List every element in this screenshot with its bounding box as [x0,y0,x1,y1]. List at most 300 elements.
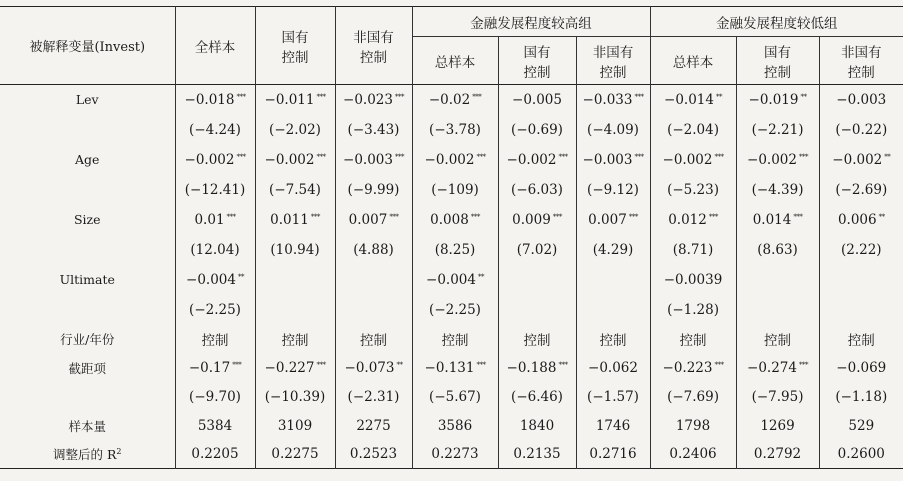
cell-value: −0.019 [748,91,799,108]
cell-value: (−9.70) [189,389,241,405]
table-cell [335,145,412,175]
cell-value: 3586 [437,418,473,434]
table-cell [736,235,819,265]
table-cell [736,441,819,469]
table-cell [255,115,335,145]
cell-value: −0.062 [588,360,638,376]
table-cell [412,85,498,115]
cell-value: 0.01 [194,211,225,228]
low-nonstate-header-text: 非国有 控制 [841,44,882,81]
cell-value: (−5.23) [667,181,719,198]
table-cell [175,412,255,441]
table-cell [650,175,736,205]
table-cell [335,383,412,412]
cell-value: 控制 [599,333,627,349]
cell-value: 控制 [360,333,387,349]
table-row [0,412,903,441]
table-row [0,175,903,205]
cell-value: 0.2135 [513,446,561,463]
cell-value: 控制 [281,333,309,349]
table-cell [255,325,335,354]
row-label [0,205,175,235]
cell-value: (−109) [431,181,479,198]
cell-value: 0.2205 [191,446,239,463]
table-cell [175,383,255,412]
row-label-text: 行业/年份 [60,332,115,347]
cell-value: (−0.22) [835,121,888,138]
cell-value: (4.29) [592,241,634,258]
table-cell [650,235,736,265]
cell-value: (−10.39) [264,389,326,405]
high-nonstate-header [576,37,650,85]
cell-value: (12.04) [190,241,240,258]
cell-value: 0.2406 [669,446,717,463]
table-cell [819,441,903,469]
cell-value: (8.63) [757,241,798,258]
table-cell [819,383,903,412]
row-label [0,265,175,295]
significance-stars: *** [714,152,724,161]
table-cell [498,175,576,205]
row-label [0,325,175,354]
significance-stars: *** [226,212,236,221]
table-cell [255,145,335,175]
cell-value: 5384 [197,418,233,434]
significance-stars: *** [236,152,246,161]
cell-value: (−12.41) [184,181,246,198]
table-cell [650,265,736,295]
table-cell [576,325,650,354]
significance-stars: *** [558,361,568,369]
cell-value: 0.2716 [589,446,637,463]
cell-value: 1269 [760,418,795,434]
table-cell [650,412,736,441]
table-cell [736,325,819,354]
table-cell [576,235,650,265]
table-cell [335,235,412,265]
table-row [0,85,903,115]
table-cell [175,441,255,469]
significance-stars: *** [310,212,320,221]
table-cell [335,325,412,354]
cell-value: −0.004 [426,271,476,288]
cell-value: 1746 [595,418,631,434]
table-cell [736,383,819,412]
table-cell [576,354,650,383]
row-label [0,85,175,115]
significance-stars: *** [470,212,480,221]
high-state-header-text: 国有 控制 [523,44,551,81]
table-cell [819,354,903,383]
table-cell [819,265,903,295]
cell-value: −0.002 [184,151,235,168]
significance-stars: ** [396,361,403,369]
table-cell [576,265,650,295]
row-label-text: 截距项 [68,361,106,376]
cell-value: −0.069 [836,360,887,376]
cell-value: −0.002 [747,151,797,168]
table-row [0,145,903,175]
cell-value: (−6.03) [511,181,563,198]
table-cell [819,412,903,441]
cell-value: −0.005 [512,91,562,108]
cell-value: (−2.25) [189,301,241,318]
table-cell [498,85,576,115]
cell-value: 1798 [675,418,711,434]
table-cell [255,412,335,441]
table-cell [255,354,335,383]
table-row [0,235,903,265]
significance-stars: *** [634,152,644,161]
row-label-text: Age [75,152,100,167]
cell-value: 控制 [847,333,875,349]
cell-value: −0.188 [506,360,557,376]
table-cell [412,295,498,325]
cell-value: (−2.31) [347,389,400,405]
cell-value: (8.71) [672,241,714,258]
table-cell [650,295,736,325]
table-cell [498,354,576,383]
table-cell [736,85,819,115]
table-cell [576,441,650,469]
low-state-header-text: 国有 控制 [764,44,792,81]
table-cell [576,115,650,145]
row-label [0,235,175,265]
table-cell [412,354,498,383]
significance-stars: *** [799,152,808,161]
cell-value: −0.014 [664,91,714,108]
table-cell [576,175,650,205]
cell-value: 0.009 [512,211,551,228]
cell-value: (−1.28) [667,301,719,318]
cell-value: 控制 [764,333,792,349]
cell-value: −0.131 [424,360,475,376]
significance-stars: *** [394,92,404,101]
table-cell [576,145,650,175]
table-cell [576,383,650,412]
table-row [0,265,903,295]
table-cell [255,383,335,412]
significance-stars: *** [472,92,482,101]
table-cell [819,295,903,325]
table-cell [335,175,412,205]
table-cell [498,115,576,145]
cell-value: −0.018 [184,91,235,108]
dep-var-header: 被解释变量(Invest) [29,40,146,55]
cell-value: 2275 [356,418,391,434]
cell-value: 529 [848,418,875,434]
row-label [0,145,175,175]
table-cell [498,383,576,412]
table-cell [412,441,498,469]
row-label [0,412,175,441]
low-group-header: 金融发展程度较低组 [650,7,903,37]
significance-stars: *** [628,212,638,221]
significance-stars: ** [800,92,807,101]
high-state-header [498,37,576,85]
cell-value: 0.011 [270,211,309,228]
table-cell [576,295,650,325]
cell-value: (−6.46) [511,389,563,405]
table-cell [412,205,498,235]
table-cell [335,412,412,441]
row-label-text: 样本量 [68,419,106,434]
cell-value: 1840 [519,418,555,434]
row-label-text: Size [73,212,101,227]
cell-value: (−2.21) [751,121,804,138]
table-cell [576,85,650,115]
table-row [0,205,903,235]
table-cell [819,175,903,205]
cell-value: −0.011 [264,91,315,108]
cell-value: (7.02) [516,241,558,258]
table-cell [736,295,819,325]
state-header [255,7,335,85]
table-cell [335,265,412,295]
table-cell [576,205,650,235]
table-cell [255,295,335,325]
significance-stars: ** [716,92,722,101]
high-total-header: 总样本 [412,37,498,85]
table-cell [335,441,412,469]
table-cell [175,295,255,325]
table-cell [255,235,335,265]
significance-stars: *** [714,361,724,369]
significance-stars: *** [236,92,246,101]
cell-value: −0.003 [343,151,393,168]
significance-stars: *** [799,361,808,369]
cell-value: 控制 [441,333,469,349]
table-cell [175,145,255,175]
cell-value: 0.006 [837,211,877,228]
table-cell [412,325,498,354]
cell-value: (−2.04) [667,121,719,138]
significance-stars: *** [389,212,399,221]
table-row [0,354,903,383]
cell-value: −0.0039 [663,271,723,288]
superscript: 2 [116,447,122,457]
cell-value: (2.22) [840,241,882,258]
table-row [0,115,903,145]
table-cell [175,354,255,383]
cell-value: −0.023 [343,91,393,108]
table-row [0,441,903,469]
cell-value: (−2.25) [429,301,481,318]
significance-stars: *** [394,152,404,161]
table-cell [819,325,903,354]
table-cell [736,145,819,175]
table-cell [498,235,576,265]
table-cell [255,265,335,295]
cell-value: −0.223 [662,360,713,376]
table-cell [412,115,498,145]
cell-value: (−1.57) [587,389,639,405]
cell-value: (−9.99) [347,181,400,198]
table-cell [736,354,819,383]
cell-value: −0.002 [832,151,883,168]
cell-value: (−7.95) [751,389,804,405]
high-group-header: 金融发展程度较高组 [412,7,650,37]
regression-table [0,6,903,469]
table-cell [175,85,255,115]
cell-value: 控制 [201,333,229,349]
cell-value: 0.007 [348,211,388,228]
cell-value: (−4.09) [587,121,639,138]
cell-value: −0.033 [582,91,633,108]
significance-stars: *** [793,212,803,221]
table-cell [819,145,903,175]
regression-table-body [0,85,903,469]
table-cell [650,441,736,469]
cell-value: 0.2523 [349,446,398,463]
table-cell [412,145,498,175]
table-row [0,325,903,354]
significance-stars: ** [237,272,244,281]
significance-stars: ** [878,212,885,221]
table-cell [412,265,498,295]
row-label-text: 调整后的 R [53,447,117,463]
cell-value: −0.274 [747,360,797,376]
table-cell [498,145,576,175]
cell-value: −0.002 [264,151,315,168]
significance-stars: *** [316,361,326,369]
table-cell [335,85,412,115]
cell-value: (−4.39) [751,181,804,198]
significance-stars: *** [476,152,486,161]
significance-stars: *** [708,212,718,221]
table-cell [650,145,736,175]
cell-value: (4.88) [353,241,394,258]
cell-value: −0.02 [428,91,471,108]
table-cell [412,175,498,205]
table-cell [175,115,255,145]
table-cell [412,383,498,412]
cell-value: 0.2792 [753,446,802,463]
table-cell [819,235,903,265]
full-sample-header: 全样本 [175,7,255,85]
table-cell [498,295,576,325]
table-cell [255,85,335,115]
low-state-header [736,37,819,85]
table-cell [255,441,335,469]
cell-value: (−3.78) [429,121,481,138]
cell-value: −0.003 [836,91,887,108]
cell-value: −0.004 [186,271,236,288]
high-nonstate-header-text: 非国有 控制 [592,44,634,81]
cell-value: −0.002 [424,151,475,168]
cell-value: 控制 [679,333,707,349]
row-label-text: Ultimate [59,272,115,287]
table-cell [335,354,412,383]
significance-stars: *** [316,92,326,101]
cell-value: 0.2275 [271,446,319,463]
cell-value: 0.014 [752,211,792,228]
cell-value: 0.2600 [837,446,885,463]
significance-stars: ** [477,272,484,281]
cell-value: −0.073 [344,360,395,376]
cell-value: (−4.24) [189,121,241,138]
table-cell [736,265,819,295]
cell-value: −0.17 [188,360,231,376]
nonstate-header [335,7,412,85]
cell-value: (−3.43) [347,121,400,138]
table-cell [498,412,576,441]
table-cell [255,205,335,235]
table-cell [736,412,819,441]
cell-value: (−2.02) [269,121,321,138]
table-cell [498,205,576,235]
table-cell [650,325,736,354]
cell-value: −0.227 [264,360,315,376]
significance-stars: *** [232,361,242,369]
low-total-header: 总样本 [650,37,736,85]
table-cell [335,115,412,145]
table-cell [819,85,903,115]
row-label [0,354,175,383]
nonstate-header-text: 非国有 控制 [353,29,394,66]
cell-value: (10.94) [270,241,320,258]
table-cell [255,175,335,205]
cell-value: 0.2273 [431,446,479,463]
table-cell [650,205,736,235]
cell-value: −0.002 [662,151,713,168]
table-cell [736,205,819,235]
table-cell [175,235,255,265]
row-label-text: Lev [75,92,99,108]
cell-value: 控制 [523,333,551,349]
significance-stars: *** [476,361,486,369]
cell-value: 0.008 [430,211,469,228]
table-cell [498,265,576,295]
cell-value: (−1.18) [835,389,888,405]
table-row [0,295,903,325]
significance-stars: *** [316,152,326,161]
low-nonstate-header [819,37,903,85]
cell-value: (−7.69) [667,389,719,405]
cell-value: (−9.12) [587,181,639,198]
table-row [0,383,903,412]
significance-stars: *** [634,92,644,101]
cell-value: (8.25) [434,241,476,258]
table-cell [650,85,736,115]
cell-value: (−7.54) [269,181,321,198]
table-cell [650,115,736,145]
cell-value: 0.007 [588,211,627,228]
cell-value: −0.003 [582,151,633,168]
table-cell [175,205,255,235]
cell-value: (−2.69) [835,181,888,198]
row-label [0,175,175,205]
significance-stars: *** [558,152,568,161]
table-cell [335,295,412,325]
row-label [0,383,175,412]
row-label [0,441,175,469]
table-cell [175,265,255,295]
table-cell [736,115,819,145]
table-cell [736,175,819,205]
table-cell [335,205,412,235]
table-cell [412,235,498,265]
table-cell [650,354,736,383]
table-cell [175,175,255,205]
table-cell [819,115,903,145]
cell-value: −0.002 [506,151,557,168]
cell-value: (−0.69) [511,121,563,138]
significance-stars: *** [552,212,562,221]
table-cell [650,383,736,412]
table-cell [498,441,576,469]
cell-value: (−5.67) [429,389,481,405]
